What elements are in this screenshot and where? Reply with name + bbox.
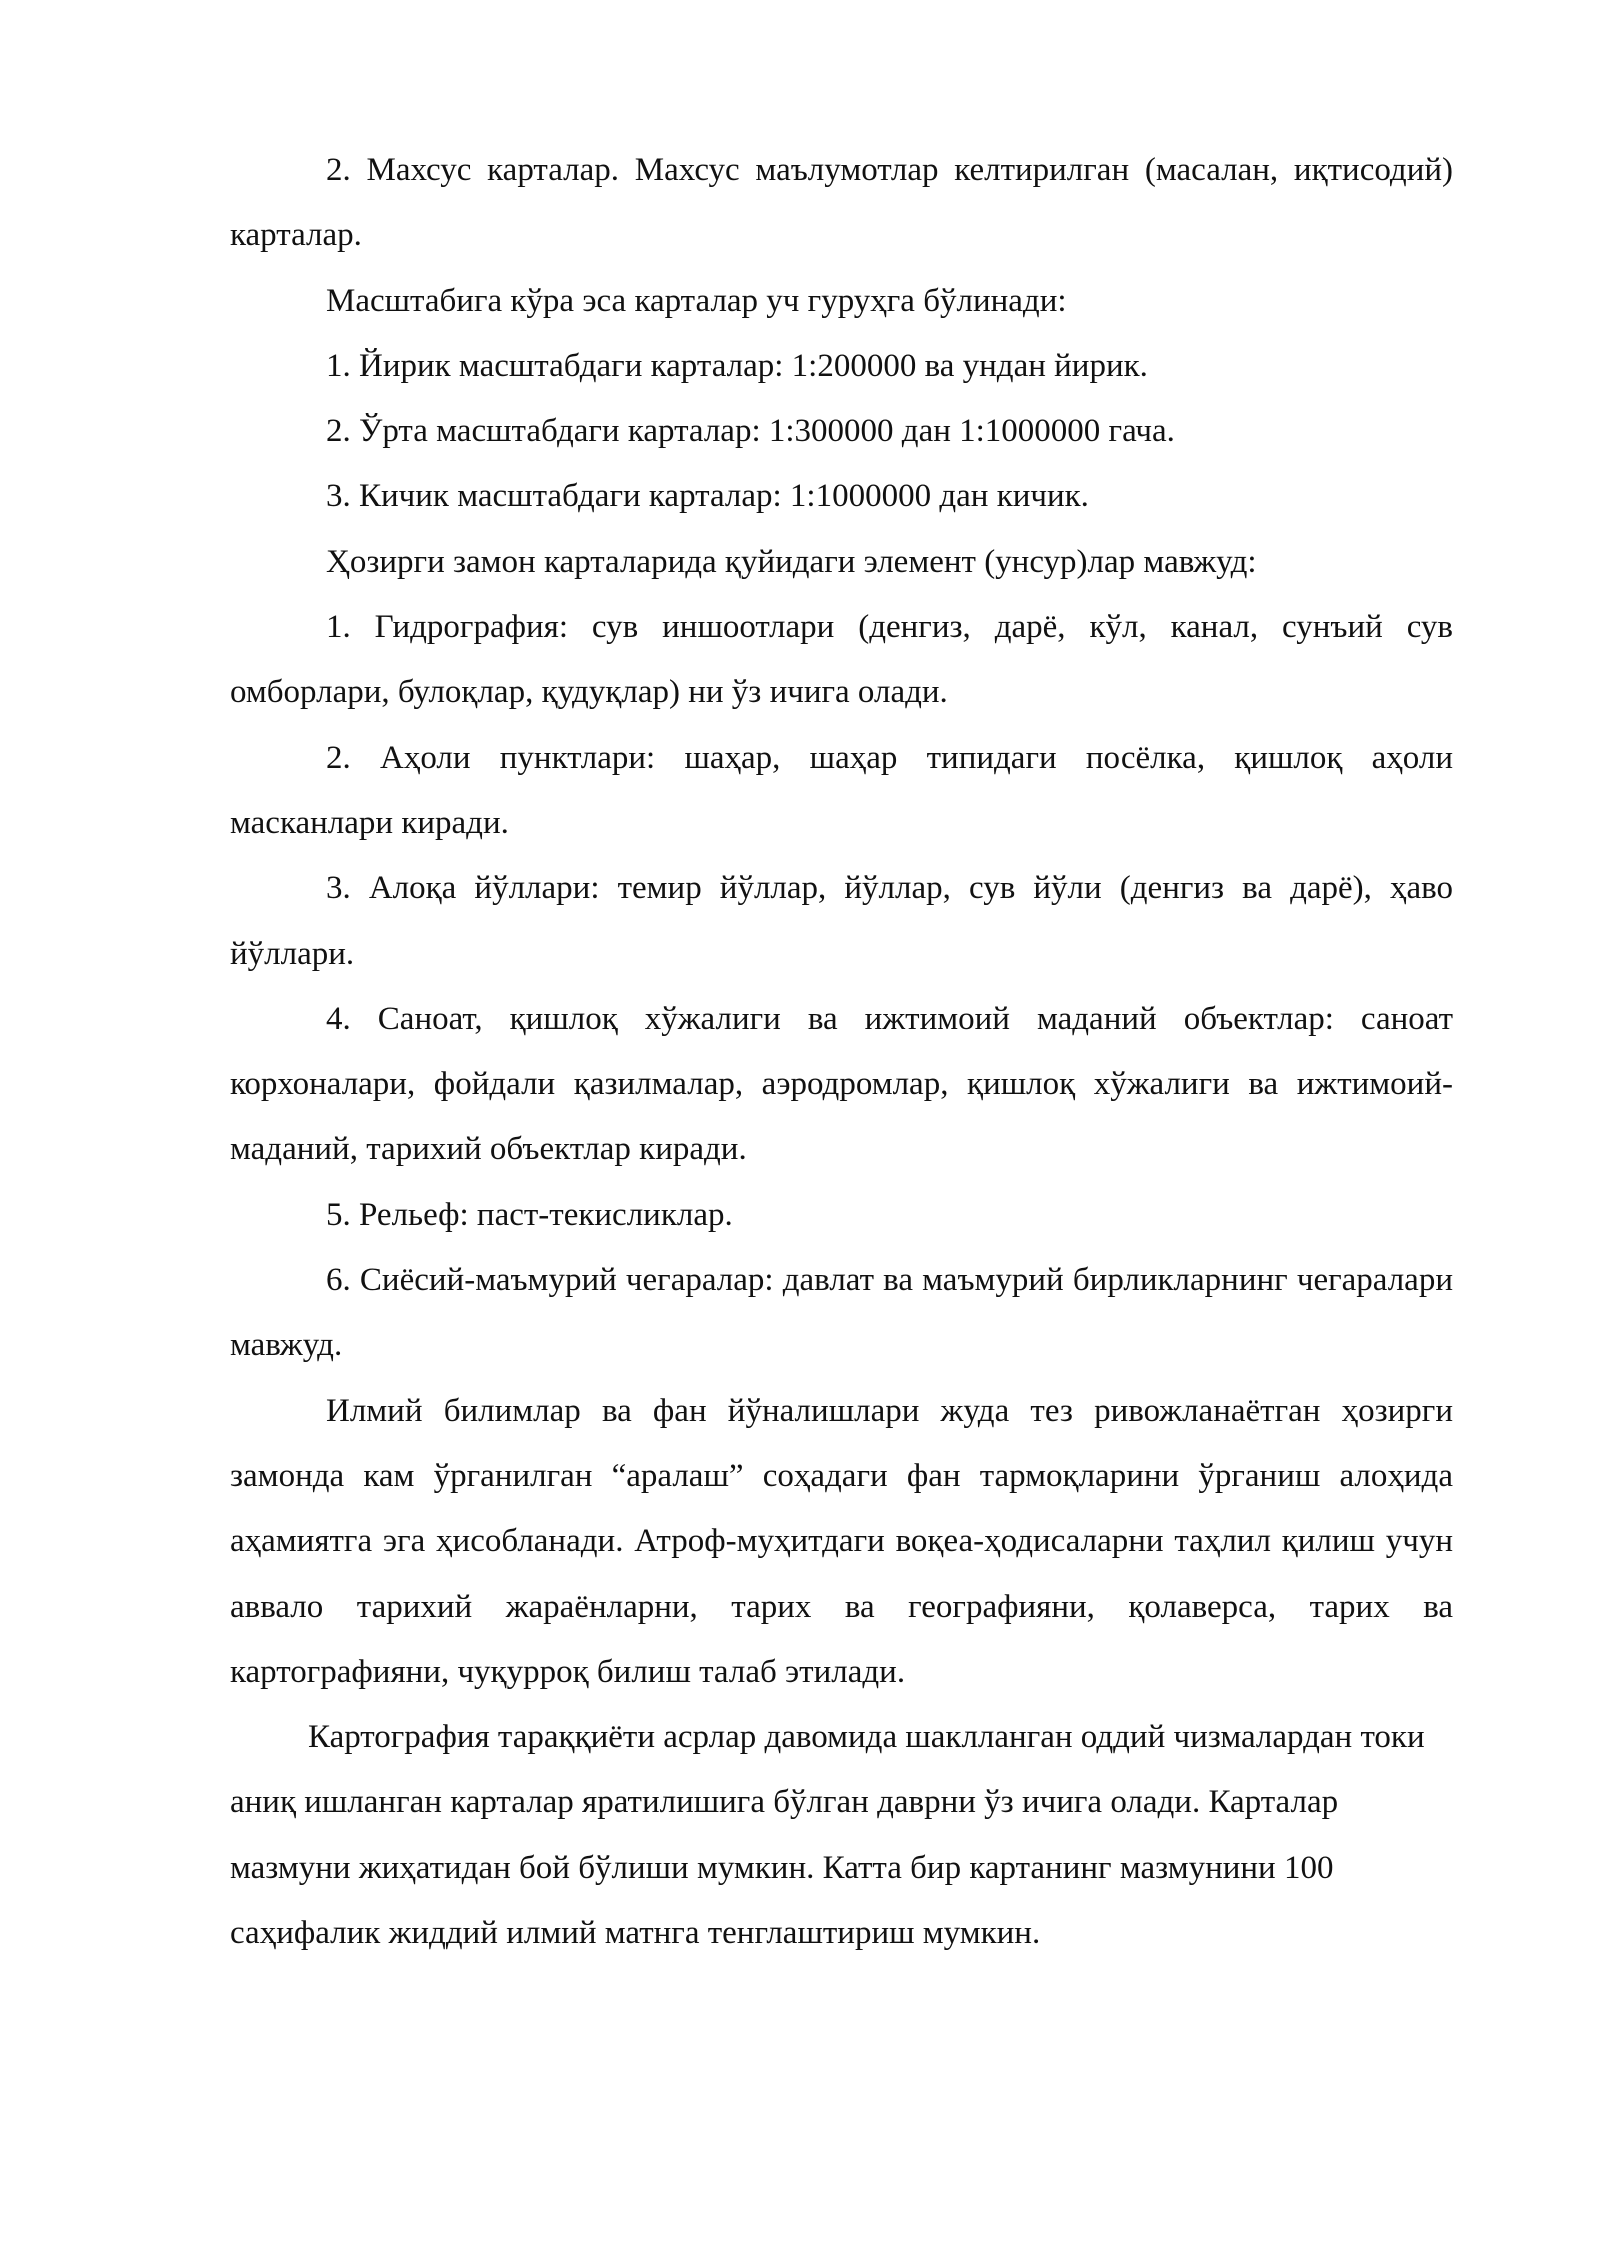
paragraph-small-scale: 3. Кичик масштабдаги карталар: 1:1000000 дан кичик.	[326, 478, 1089, 515]
paragraph-medium-scale: 2. Ўрта масштабдаги карталар: 1:300000 дан 1:1000000 гача.	[326, 413, 1175, 450]
paragraph-political-borders: 6. Сиёсий-маъмурий чегаралар: давлат ва маъмурий бирликларнинг чегаралари мавжуд.	[230, 1262, 1453, 1364]
paragraph-scale-groups: Масштабига кўра эса карталар уч гуруҳга бўлинади:	[326, 282, 1067, 319]
paragraph-science-fields: Илмий билимлар ва фан йўналишлари жуда тез ривожланаётган ҳозирги замонда кам ўрганилган “аралаш” соҳадаги фан тармоқларини ўрганиш алоҳида аҳамиятга эга ҳисобланади. Атроф-муҳитдаги воқеа-ҳодисаларни таҳлил қилиш учун аввало тарихий жараёнларни, тарих ва географияни, қолаверса, тарих ва картографияни, чуқурроқ билиш талаб этилади.	[230, 1392, 1453, 1690]
paragraph-settlements: 2. Аҳоли пунктлари: шаҳар, шаҳар типидаги посёлка, қишлоқ аҳоли масканлари киради.	[230, 739, 1453, 841]
paragraph-industry-agriculture: 4. Саноат, қишлоқ хўжалиги ва ижтимоий маданий объектлар: саноат корхоналари, фойдали қазилмалар, аэродромлар, қишлоқ хўжалиги ва ижтимоий-маданий, тарихий объектлар киради.	[230, 1000, 1453, 1168]
paragraph-special-maps: 2. Махсус карталар. Махсус маълумотлар келтирилган (масалан, иқтисодий) карталар.	[230, 152, 1453, 254]
paragraph-communication-routes: 3. Алоқа йўллари: темир йўллар, йўллар, сув йўли (денгиз ва дарё), ҳаво йўллари.	[230, 870, 1453, 972]
paragraph-map-elements: Ҳозирги замон карталарида қуйидаги элемент (унсур)лар мавжуд:	[326, 543, 1257, 580]
document-page	[230, 138, 1453, 1966]
paragraph-large-scale: 1. Йирик масштабдаги карталар: 1:200000 ва ундан йирик.	[326, 347, 1148, 384]
paragraph-cartography-development: Картография тараққиёти асрлар давомида шаклланган оддий чизмалардан токи аниқ ишланган карталар яратилишига бўлган даврни ўз ичига олади. Карталар мазмуни жиҳатидан бой бўлиши мумкин. Катта бир картанинг мазмунини 100 саҳифалик жиддий илмий матнга тенглаштириш мумкин.	[230, 1719, 1425, 1952]
paragraph-hydrography: 1. Гидрография: сув иншоотлари (денгиз, дарё, кўл, канал, сунъий сув омборлари, булоқлар, қудуқлар) ни ўз ичига олади.	[230, 609, 1453, 711]
paragraph-relief: 5. Рельеф: паст-текисликлар.	[326, 1196, 733, 1233]
